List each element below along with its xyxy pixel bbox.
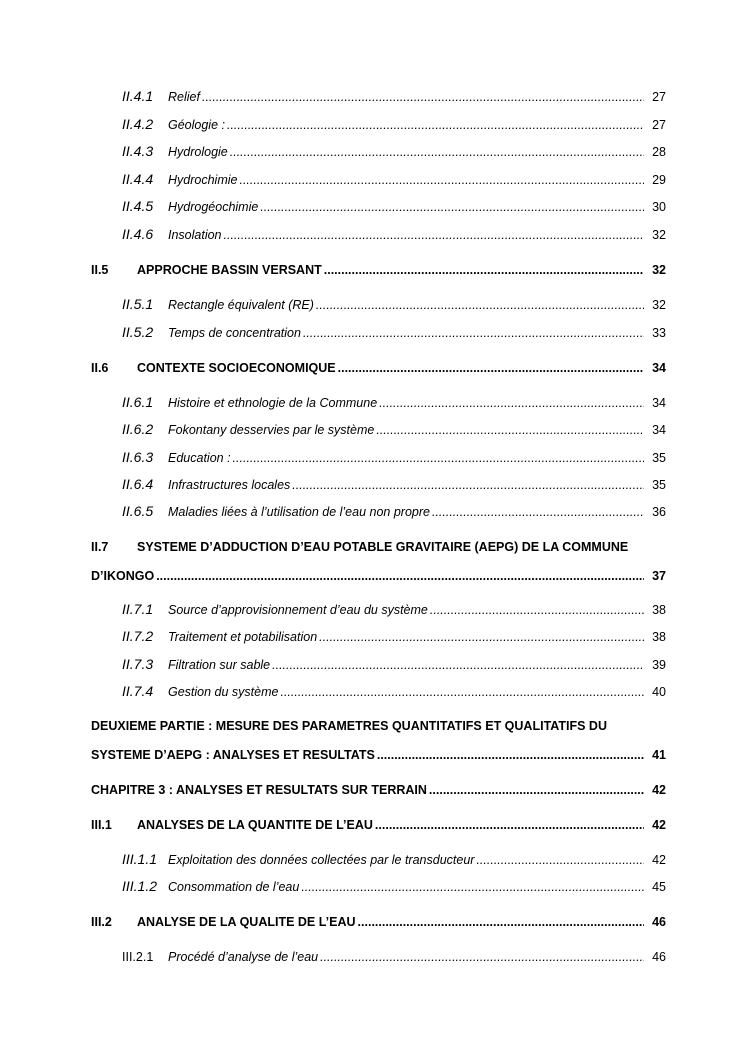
toc-entry[interactable] [0, 388, 745, 410]
dot-leader [376, 423, 644, 437]
toc-entry-page: 39 [652, 658, 666, 672]
dot-leader [292, 478, 644, 492]
toc-entry-title: Temps de concentration [168, 326, 301, 340]
toc-entry-title: Exploitation des données collectées par le transducteur [168, 853, 475, 867]
dot-leader [156, 569, 644, 583]
toc-entry[interactable] [0, 443, 745, 465]
dot-leader [319, 630, 644, 644]
toc-entry-title: Source d’approvisionnement d’eau du système [168, 603, 428, 617]
dot-leader [301, 880, 644, 894]
toc-entry[interactable] [0, 595, 745, 617]
dot-leader [316, 298, 644, 312]
toc-entry-number: II.6.3 [122, 449, 154, 465]
dot-leader [202, 90, 644, 104]
toc-section-entry[interactable] [0, 255, 745, 277]
toc-entry-title: Traitement et potabilisation [168, 630, 318, 644]
toc-entry-page: 29 [652, 173, 666, 187]
toc-entry-number: II.5 [91, 263, 109, 277]
toc-entry-title: Rectangle équivalent (RE) [168, 298, 314, 312]
toc-entry-title: Procédé d’analyse de l’eau [168, 950, 319, 964]
toc-entry-page: 41 [652, 748, 666, 762]
toc-entry-page: 35 [652, 478, 666, 492]
toc-entry-page: 40 [652, 685, 666, 699]
toc-entry-page: 32 [652, 228, 666, 242]
toc-entry-number: III.1.1 [122, 851, 158, 867]
toc-entry-title: Education : [168, 451, 231, 465]
toc-entry-title: Filtration sur sable [168, 658, 271, 672]
toc-entry[interactable] [0, 318, 745, 340]
toc-entry-title: Insolation [168, 228, 222, 242]
toc-entry-page: 46 [652, 950, 666, 964]
toc-entry[interactable] [0, 290, 745, 312]
toc-entry-number: III.1.2 [122, 878, 158, 894]
toc-entry-title-line1: SYSTEME D’ADDUCTION D’EAU POTABLE GRAVITAIRE (AEPG) DE LA COMMUNE [137, 540, 629, 554]
dot-leader [430, 603, 644, 617]
toc-entry-page: 45 [652, 880, 666, 894]
dot-leader [358, 915, 644, 929]
toc-entry-title: Géologie : [168, 118, 225, 132]
toc-entry-number: II.5.2 [122, 324, 154, 340]
toc-part-entry[interactable] [0, 711, 745, 733]
toc-entry[interactable] [0, 82, 745, 104]
dot-leader [239, 173, 644, 187]
toc-entry-page: 38 [652, 603, 666, 617]
toc-entry-title: Maladies liées à l’utilisation de l’eau non propre [168, 505, 430, 519]
toc-part-entry-continued[interactable] [0, 740, 745, 762]
toc-entry-number: III.2 [91, 915, 112, 929]
toc-entry-title: CHAPITRE 3 : ANALYSES ET RESULTATS SUR TERRAIN [91, 783, 427, 797]
toc-chapter-entry[interactable] [0, 775, 745, 797]
toc-section-entry[interactable] [0, 810, 745, 832]
toc-entry-number: II.4.2 [122, 116, 154, 132]
dot-leader [338, 361, 644, 375]
dot-leader [227, 118, 644, 132]
toc-entry-title: CONTEXTE SOCIOECONOMIQUE [137, 361, 336, 375]
toc-entry-page: 27 [652, 118, 666, 132]
dot-leader [324, 263, 644, 277]
toc-entry-number: II.6.2 [122, 421, 154, 437]
toc-entry-title: Consommation de l’eau [168, 880, 300, 894]
dot-leader [375, 818, 644, 832]
toc-entry-page: 36 [652, 505, 666, 519]
dot-leader [476, 853, 644, 867]
toc-entry-page: 42 [652, 853, 666, 867]
toc-section-entry-continued[interactable] [0, 561, 745, 583]
toc-entry[interactable] [0, 192, 745, 214]
toc-entry-page: 37 [652, 569, 666, 583]
dot-leader [432, 505, 644, 519]
toc-entry-number: III.1 [91, 818, 112, 832]
toc-entry-title: Gestion du système [168, 685, 279, 699]
toc-entry-page: 33 [652, 326, 666, 340]
toc-entry[interactable] [0, 470, 745, 492]
toc-entry-number: II.6 [91, 361, 109, 375]
toc-entry[interactable] [0, 220, 745, 242]
dot-leader [280, 685, 644, 699]
toc-entry-title: Hydrochimie [168, 173, 238, 187]
toc-section-entry[interactable] [0, 353, 745, 375]
toc-entry-page: 35 [652, 451, 666, 465]
toc-section-entry[interactable] [0, 907, 745, 929]
toc-entry-number: II.4.5 [122, 198, 154, 214]
toc-entry[interactable] [0, 942, 745, 964]
toc-entry-page: 32 [652, 298, 666, 312]
toc-entry-number: II.6.4 [122, 476, 154, 492]
toc-entry-page: 38 [652, 630, 666, 644]
dot-leader [224, 228, 644, 242]
toc-entry-number: II.5.1 [122, 296, 154, 312]
toc-entry[interactable] [0, 872, 745, 894]
toc-entry-title: SYSTEME D’AEPG : ANALYSES ET RESULTATS [91, 748, 375, 762]
toc-entry[interactable] [0, 497, 745, 519]
toc-entry-page: 46 [652, 915, 666, 929]
toc-entry-title: ANALYSES DE LA QUANTITE DE L’EAU [137, 818, 373, 832]
toc-entry-page: 34 [652, 423, 666, 437]
toc-entry[interactable] [0, 137, 745, 159]
toc-entry-page: 32 [652, 263, 666, 277]
dot-leader [379, 396, 644, 410]
toc-entry[interactable] [0, 415, 745, 437]
toc-entry[interactable] [0, 677, 745, 699]
toc-entry-page: 28 [652, 145, 666, 159]
toc-entry-number: II.6.5 [122, 503, 154, 519]
toc-entry-number: II.4.3 [122, 143, 154, 159]
dot-leader [260, 200, 644, 214]
toc-entry-page: 34 [652, 396, 666, 410]
toc-entry-number: II.7.4 [122, 683, 154, 699]
toc-entry-number: II.4.1 [122, 88, 154, 104]
toc-entry-title: Hydrologie [168, 145, 228, 159]
toc-entry-title: APPROCHE BASSIN VERSANT [137, 263, 322, 277]
toc-entry-number: II.7 [91, 540, 109, 554]
toc-entry-title: Histoire et ethnologie de la Commune [168, 396, 378, 410]
toc-entry-page: 34 [652, 361, 666, 375]
toc-entry-page: 42 [652, 818, 666, 832]
toc-entry-number: II.4.6 [122, 226, 154, 242]
toc-entry-number: II.6.1 [122, 394, 154, 410]
toc-entry-title: Relief [168, 90, 200, 104]
toc-entry-number: III.2.1 [122, 950, 154, 964]
dot-leader [230, 145, 644, 159]
toc-entry-title: Fokontany desservies par le système [168, 423, 375, 437]
toc-section-entry[interactable] [0, 532, 745, 554]
toc-entry-page: 30 [652, 200, 666, 214]
toc-entry[interactable] [0, 165, 745, 187]
dot-leader [233, 451, 644, 465]
dot-leader [429, 783, 644, 797]
toc-entry[interactable] [0, 845, 745, 867]
toc-entry-title: ANALYSE DE LA QUALITE DE L’EAU [137, 915, 356, 929]
toc-entry-title: Infrastructures locales [168, 478, 291, 492]
toc-entry-title-line1: DEUXIEME PARTIE : MESURE DES PARAMETRES QUANTITATIFS ET QUALITATIFS DU [91, 719, 607, 733]
dot-leader [320, 950, 644, 964]
toc-entry-page: 27 [652, 90, 666, 104]
dot-leader [377, 748, 644, 762]
dot-leader [303, 326, 644, 340]
toc-entry-page: 42 [652, 783, 666, 797]
toc-entry-title: D’IKONGO [91, 569, 155, 583]
toc-entry[interactable] [0, 650, 745, 672]
toc-entry[interactable] [0, 110, 745, 132]
toc-entry-number: II.4.4 [122, 171, 154, 187]
toc-entry-number: II.7.1 [122, 601, 154, 617]
toc-entry[interactable] [0, 622, 745, 644]
toc-entry-number: II.7.3 [122, 656, 154, 672]
dot-leader [272, 658, 644, 672]
toc-entry-title: Hydrogéochimie [168, 200, 259, 214]
toc-entry-number: II.7.2 [122, 628, 154, 644]
